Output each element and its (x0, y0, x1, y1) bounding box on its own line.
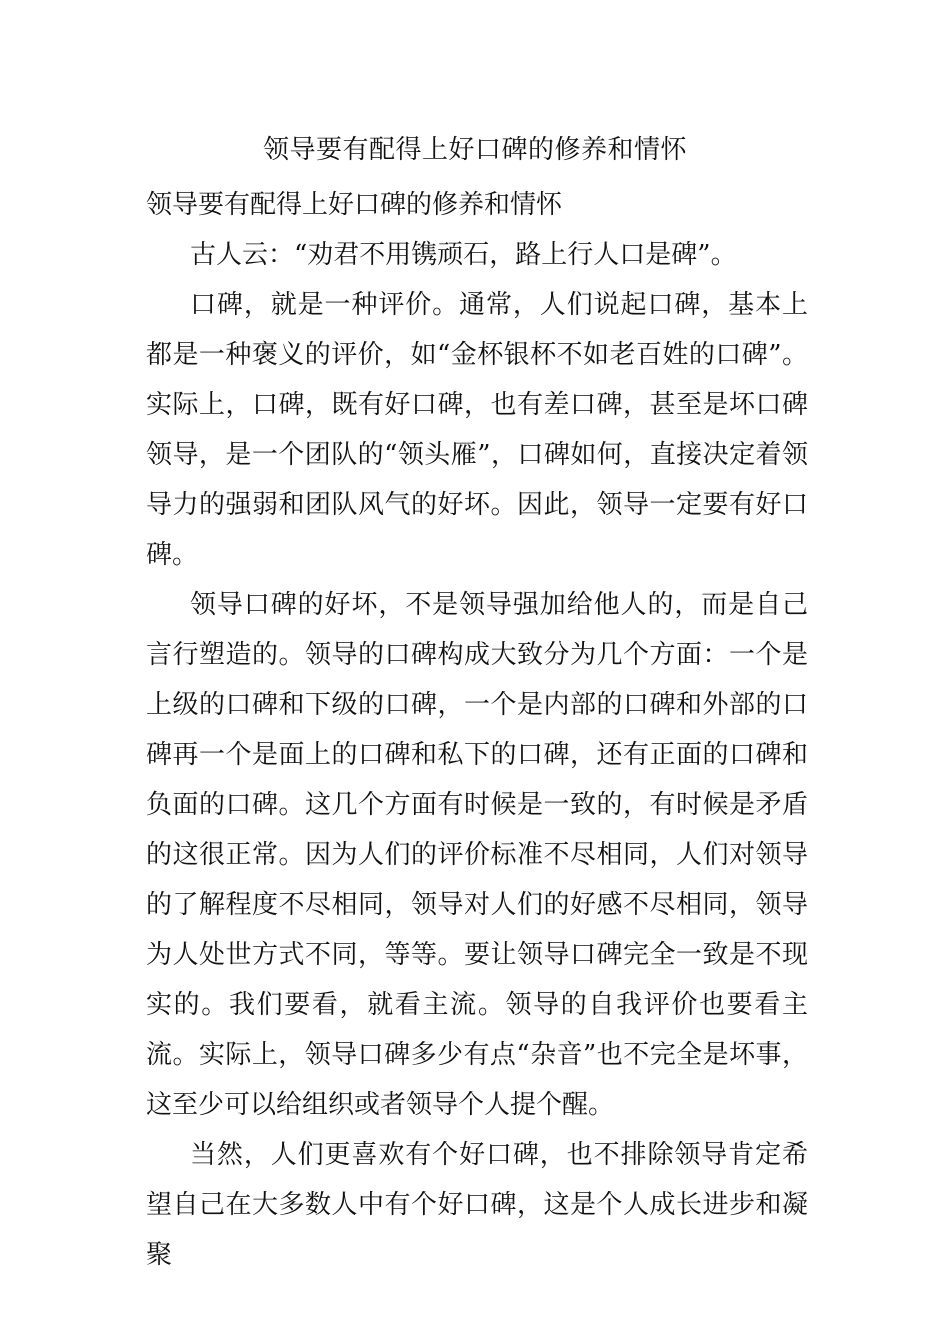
paragraph-composition: 领导口碑的好坏，不是领导强加给他人的，而是自己言行塑造的。领导的口碑构成大致分为几个方面：一个是上级的口碑和下级的口碑，一个是内部的口碑和外部的口碑再一个是面上的口碑和私下的口碑，还有正面的口碑和负面的口碑。这几个方面有时候是一致的，有时候是矛盾的这很正常。因为人们的评价标准不尽相同，人们对领导的了解程度不尽相同，领导对人们的好感不尽相同，领导为人处世方式不同，等等。要让领导口碑完全一致是不现实的。我们要看，就看主流。领导的自我评价也要看主流。实际上，领导口碑多少有点“杂音”也不完全是坏事，这至少可以给组织或者领导个人提个醒。 (146, 590, 808, 1120)
paragraph-good-reputation: 当然，人们更喜欢有个好口碑，也不排除领导肯定希望自己在大多数人中有个好口碑，这是个人成长进步和凝聚 (146, 1140, 808, 1270)
document-subtitle: 领导要有配得上好口碑的修养和情怀 (146, 190, 563, 220)
paragraph-definition: 口碑，就是一种评价。通常，人们说起口碑，基本上都是一种褒义的评价，如“金杯银杯不如老百姓的口碑”。实际上，口碑，既有好口碑，也有差口碑，甚至是坏口碑领导，是一个团队的“领头雁”，口碑如何，直接决定着领导力的强弱和团队风气的好坏。因此，领导一定要有好口碑。 (146, 290, 808, 570)
document-body (146, 180, 808, 1280)
paragraph-quote: 古人云：“劝君不用镌顽石，路上行人口是碑”。 (190, 240, 737, 270)
document-title: 领导要有配得上好口碑的修养和情怀 (262, 135, 687, 165)
